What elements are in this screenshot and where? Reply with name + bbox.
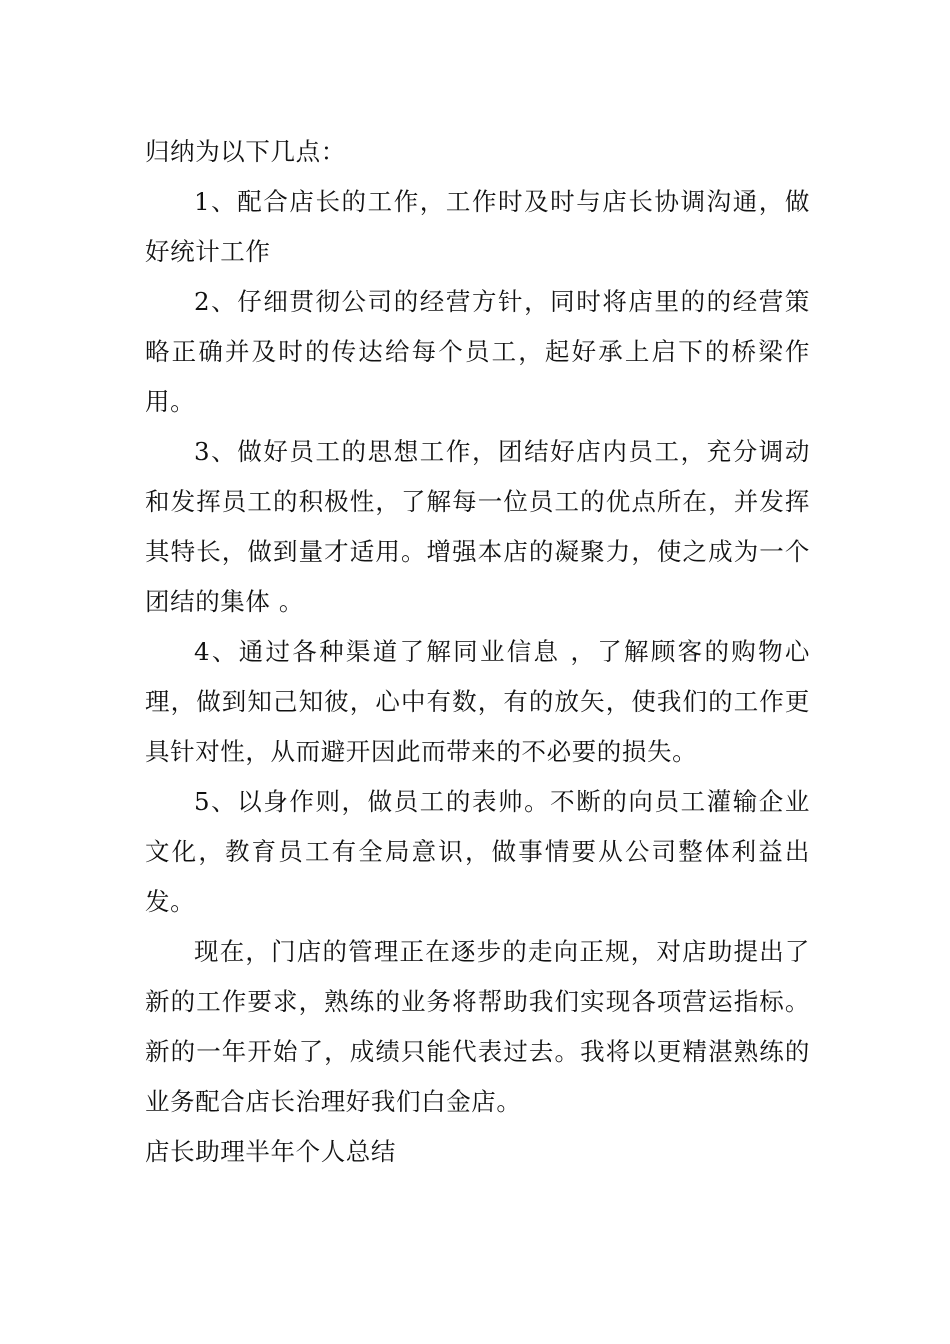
list-item-3: 3、做好员工的思想工作，团结好店内员工，充分调动和发挥员工的积极性，了解每一位员工的优点所在，并发挥其特长，做到量才适用。增强本店的凝聚力，使之成为一个团结的集体 。	[145, 437, 810, 616]
list-item-2: 2、仔细贯彻公司的经营方针，同时将店里的的经营策略正确并及时的传达给每个员工，起好承上启下的桥梁作用。	[145, 287, 810, 416]
list-item-4: 4、通过各种渠道了解同业信息 ，了解顾客的购物心理，做到知己知彼，心中有数，有的放矢，使我们的工作更具针对性，从而避开因此而带来的不必要的损失。	[145, 637, 810, 766]
conclusion-paragraph: 现在，门店的管理正在逐步的走向正规，对店助提出了新的工作要求，熟练的业务将帮助我们实现各项营运指标。新的一年开始了，成绩只能代表过去。我将以更精湛熟练的业务配合店长治理好我们白金店。	[145, 937, 810, 1116]
section-title: 店长助理半年个人总结	[145, 1137, 396, 1166]
list-item-1: 1、配合店长的工作，工作时及时与店长协调沟通，做好统计工作	[145, 187, 810, 266]
intro-line: 归纳为以下几点：	[145, 137, 346, 166]
document-body	[145, 127, 810, 1177]
list-item-5: 5、以身作则，做员工的表帅。不断的向员工灌输企业文化，教育员工有全局意识，做事情要从公司整体利益出发。	[145, 787, 810, 916]
